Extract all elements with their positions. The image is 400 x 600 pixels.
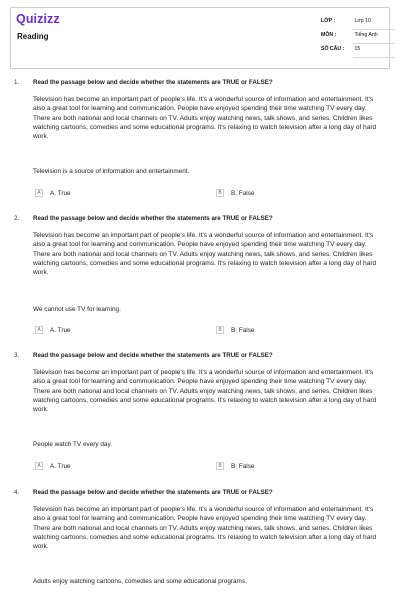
option-label: A. True [50, 189, 71, 197]
option-a[interactable] [35, 189, 71, 197]
option-box[interactable]: B [216, 462, 224, 470]
question-passage: Television has become an important part of people's life. It's a wonderful source of information and entertainment. It's also a great tool for learning and communication. People have enjoyed spending their time watching TV every day. There are both national and local channels on TV. Adults enjoy watching news, talk shows, and series. Children likes watching cartoons, comedies and some educational programs. It's relaxing to watch television after a long day of hard work. [33, 506, 377, 551]
option-a[interactable] [35, 462, 71, 470]
question-passage: Television has become an important part of people's life. It's a wonderful source of information and entertainment. It's also a great tool for learning and communication. People have enjoyed spending their time watching TV every day. There are both national and local channels on TV. Adults enjoy watching news, talk shows, and series. Children likes watching cartoons, comedies and some educational programs. It's relaxing to watch television after a long day of hard work. [33, 96, 377, 141]
option-a[interactable] [35, 326, 71, 334]
meta-divider [353, 43, 395, 44]
meta-divider [353, 57, 395, 58]
option-box[interactable]: B [216, 326, 224, 334]
question-number: 1. [14, 79, 20, 86]
question-prompt: Read the passage below and decide whether the statements are TRUE or FALSE? [33, 215, 273, 222]
meta-value: Tiếng Anh [354, 32, 378, 38]
question-number: 4. [14, 489, 20, 496]
option-b[interactable] [216, 189, 254, 197]
meta-row-class [321, 18, 371, 24]
meta-label: MÔN : [321, 32, 337, 38]
option-label: A. True [50, 462, 71, 470]
option-box[interactable]: A [35, 326, 43, 334]
question-statement: People watch TV every day. [33, 441, 112, 448]
worksheet-header [10, 7, 390, 69]
question-prompt: Read the passage below and decide whether the statements are TRUE or FALSE? [33, 79, 273, 86]
option-label: B. False [231, 462, 255, 470]
option-box[interactable]: B [216, 189, 224, 197]
meta-value: 15 [354, 46, 361, 52]
meta-label: SỐ CÂU : [321, 46, 345, 52]
meta-row-subject [321, 32, 378, 38]
option-b[interactable] [216, 462, 254, 470]
worksheet-title: Reading [17, 32, 49, 41]
question-statement: Television is a source of information and entertainment. [33, 168, 190, 175]
option-box[interactable]: A [35, 462, 43, 470]
option-label: A. True [50, 326, 71, 334]
option-b[interactable] [216, 326, 254, 334]
question-number: 3. [14, 352, 20, 359]
meta-label: LỚP : [321, 18, 336, 24]
question-passage: Television has become an important part of people's life. It's a wonderful source of information and entertainment. It's also a great tool for learning and communication. People have enjoyed spending their time watching TV every day. There are both national and local channels on TV. Adults enjoy watching news, talk shows, and series. Children likes watching cartoons, comedies and some educational programs. It's relaxing to watch television after a long day of hard work. [33, 232, 377, 277]
question-statement: Adults enjoy watching cartoons, comedies and some educational programs. [33, 578, 247, 585]
option-label: B. False [231, 189, 255, 197]
meta-divider [353, 29, 395, 30]
question-prompt: Read the passage below and decide whether the statements are TRUE or FALSE? [33, 489, 273, 496]
question-statement: We cannot use TV for learning. [33, 306, 121, 313]
option-box[interactable]: A [35, 189, 43, 197]
quizizz-logo: Quizizz [16, 12, 60, 26]
question-number: 2. [14, 215, 20, 222]
question-passage: Television has become an important part of people's life. It's a wonderful source of information and entertainment. It's also a great tool for learning and communication. People have enjoyed spending their time watching TV every day. There are both national and local channels on TV. Adults enjoy watching news, talk shows, and series. Children likes watching cartoons, comedies and some educational programs. It's relaxing to watch television after a long day of hard work. [33, 369, 377, 414]
question-prompt: Read the passage below and decide whether the statements are TRUE or FALSE? [33, 352, 273, 359]
meta-value: Lớp 10 [354, 18, 371, 24]
meta-row-count [321, 46, 360, 52]
option-label: B. False [231, 326, 255, 334]
